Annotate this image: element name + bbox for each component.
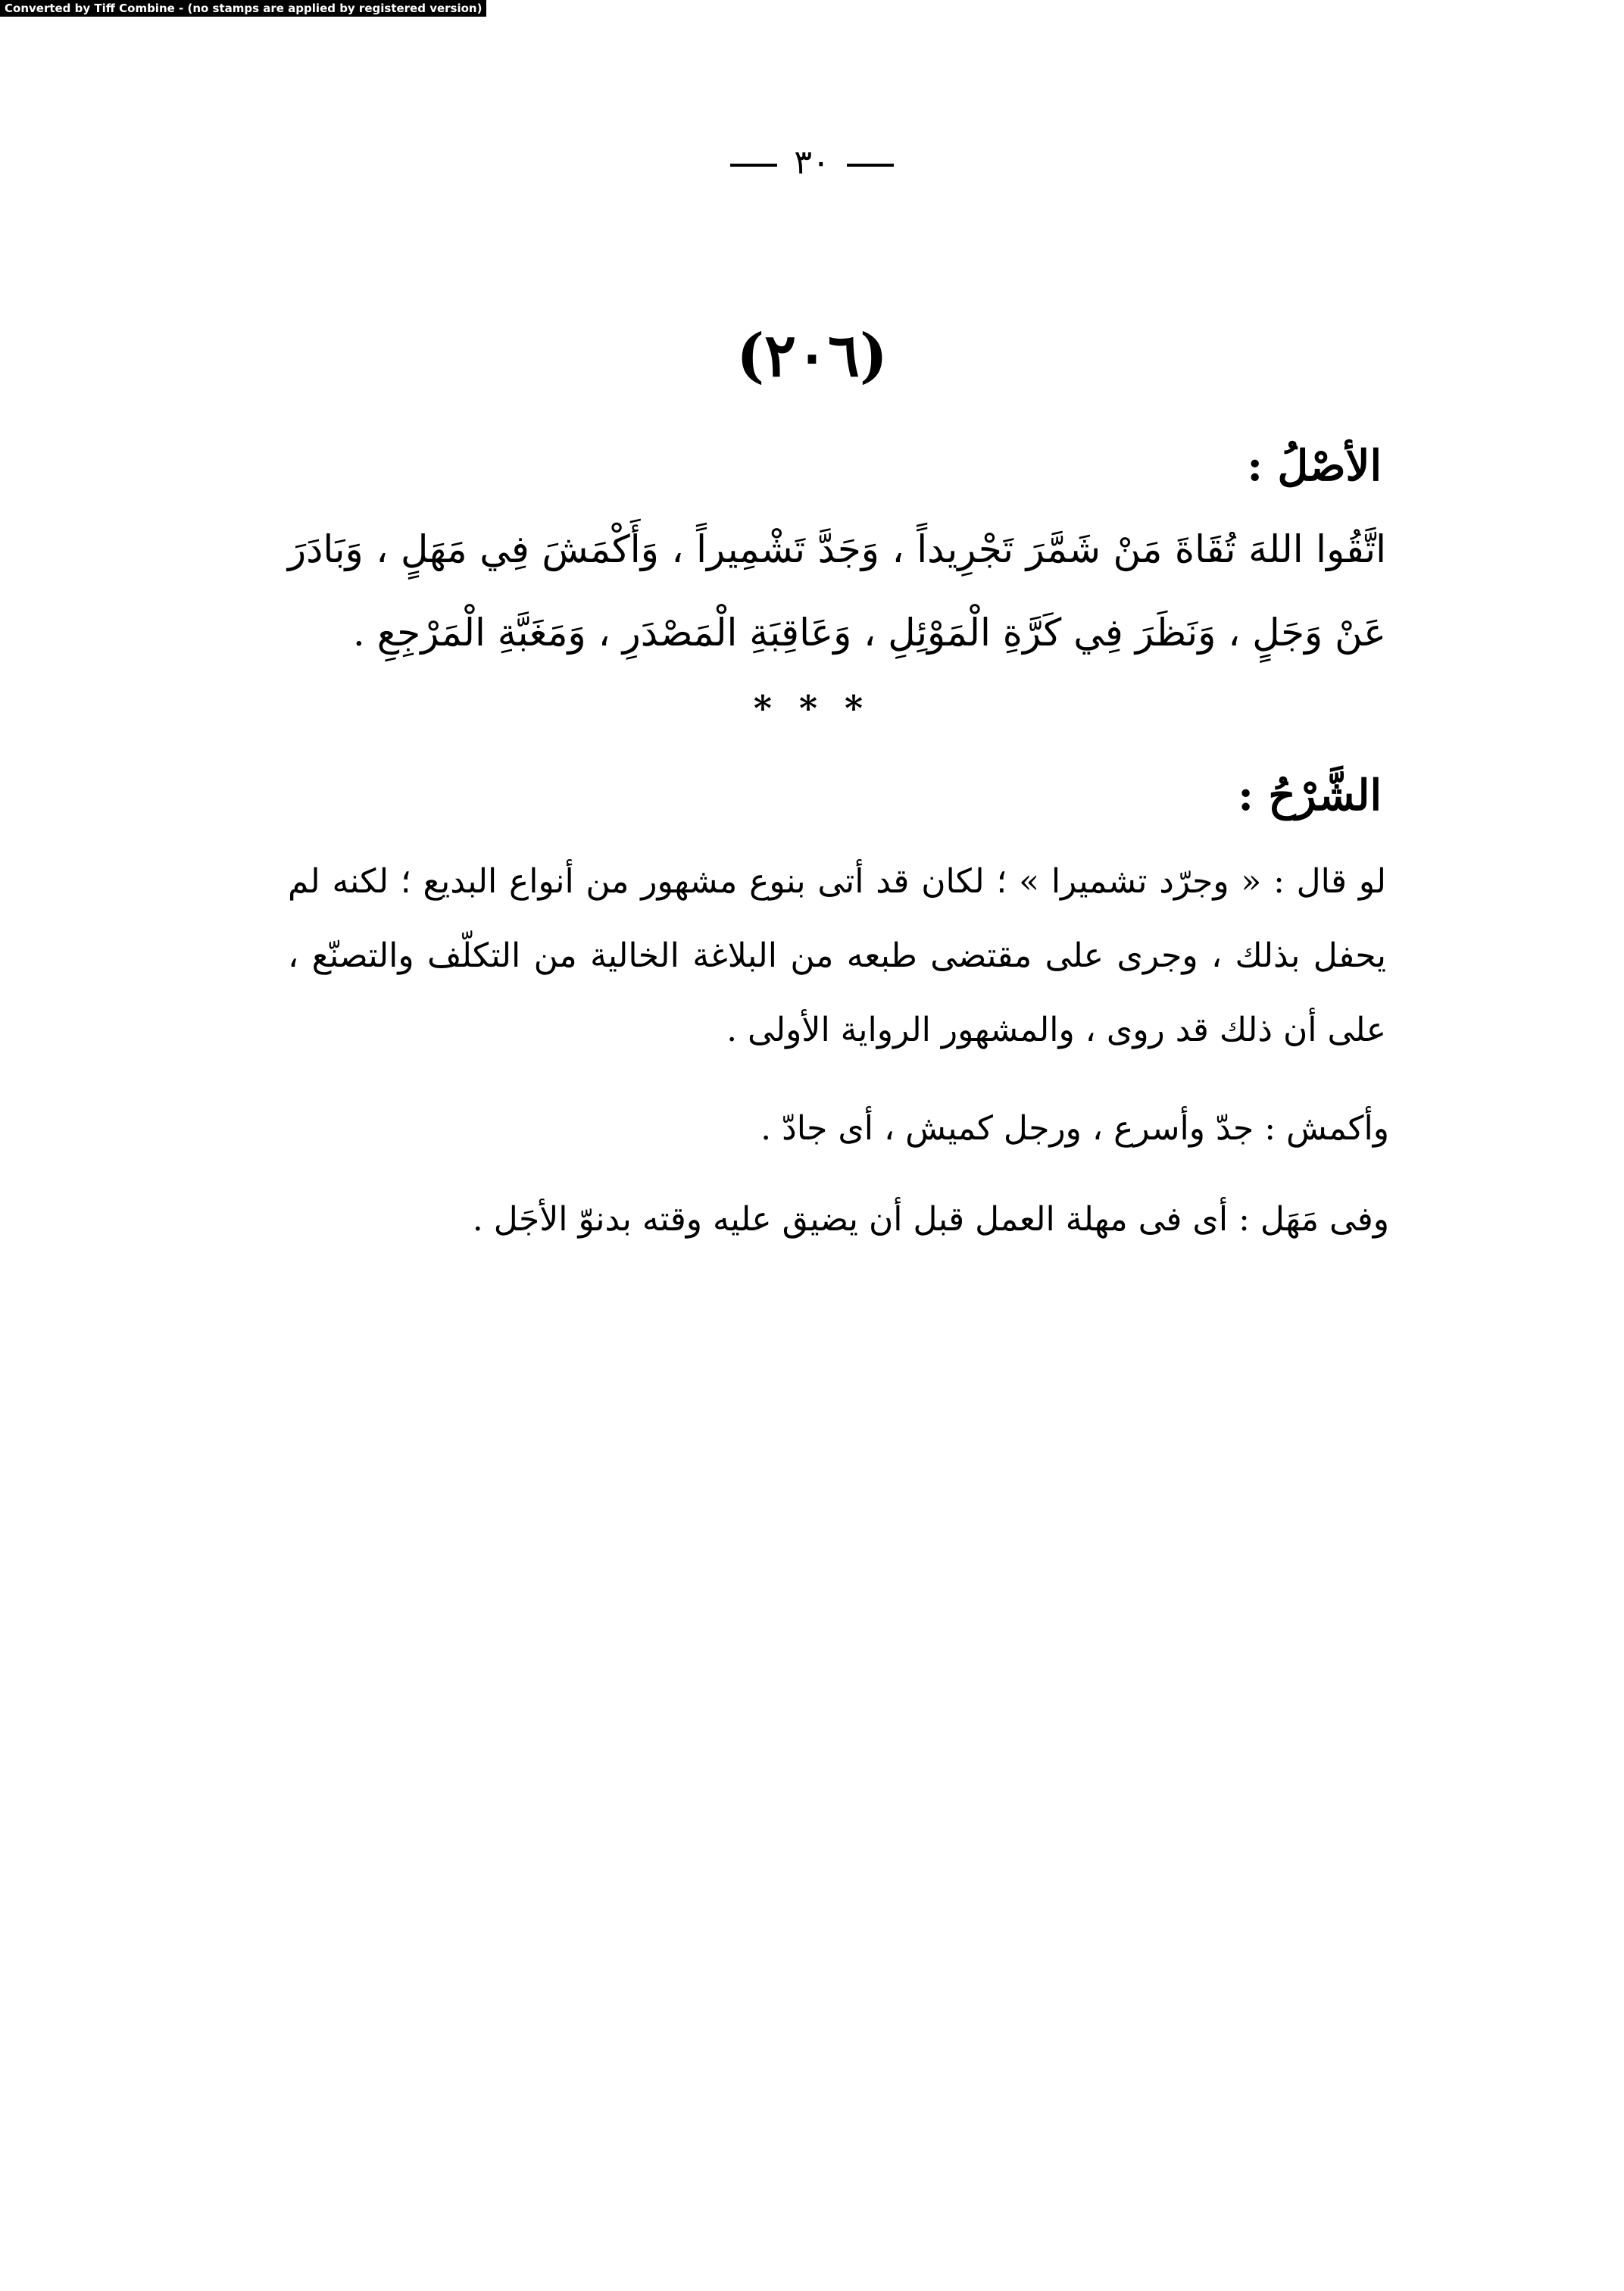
gloss-akmash: وأكمش : جدّ وأسرع ، ورجل كميش ، أى جادّ . <box>760 1109 1389 1148</box>
entry-number: (٢٠٦) <box>736 321 888 390</box>
sharh-paragraph: لو قال : « وجرّد تشميرا » ؛ لكان قد أتى بنوع مشهور من أنواع البديع ؛ لكنه لم يحفل بذلك ، وجرى على مقتضى طبعه من البلاغة الخالية من التكلّف والتصنّع ، على أن ذلك قد روى ، والمشهور الرواية الأولى . <box>288 862 1386 1049</box>
page-number-value: ٣٠ <box>794 143 830 182</box>
page-number-dash-right <box>847 164 894 167</box>
page-number <box>0 140 1624 186</box>
page-number-dash-left <box>730 164 777 167</box>
asl-text: اتَّقُوا اللهَ تُقَاةَ مَنْ شَمَّرَ تَجْرِيداً ، وَجَدَّ تَشْمِيراً ، وَأَكْمَشَ فِي مَهَلٍ ، وَبَادَرَ عَنْ وَجَلٍ ، وَنَظَرَ فِي كَرَّةِ الْمَوْئِلِ ، وَعَاقِبَةِ الْمَصْدَرِ ، وَمَغَبَّةِ الْمَرْجِعِ . <box>288 527 1386 655</box>
gloss-mahal: وفى مَهَل : أى فى مهلة العمل قبل أن يضيق عليه وقته بدنوّ الأجَل . <box>472 1200 1389 1239</box>
converter-stamp-banner: Converted by Tiff Combine - (no stamps are applied by registered version) <box>0 0 486 17</box>
section-divider: * * * <box>753 688 871 729</box>
asl-heading: الأصْلُ : <box>1247 441 1382 491</box>
sharh-heading: الشَّرْحُ : <box>1238 770 1382 820</box>
